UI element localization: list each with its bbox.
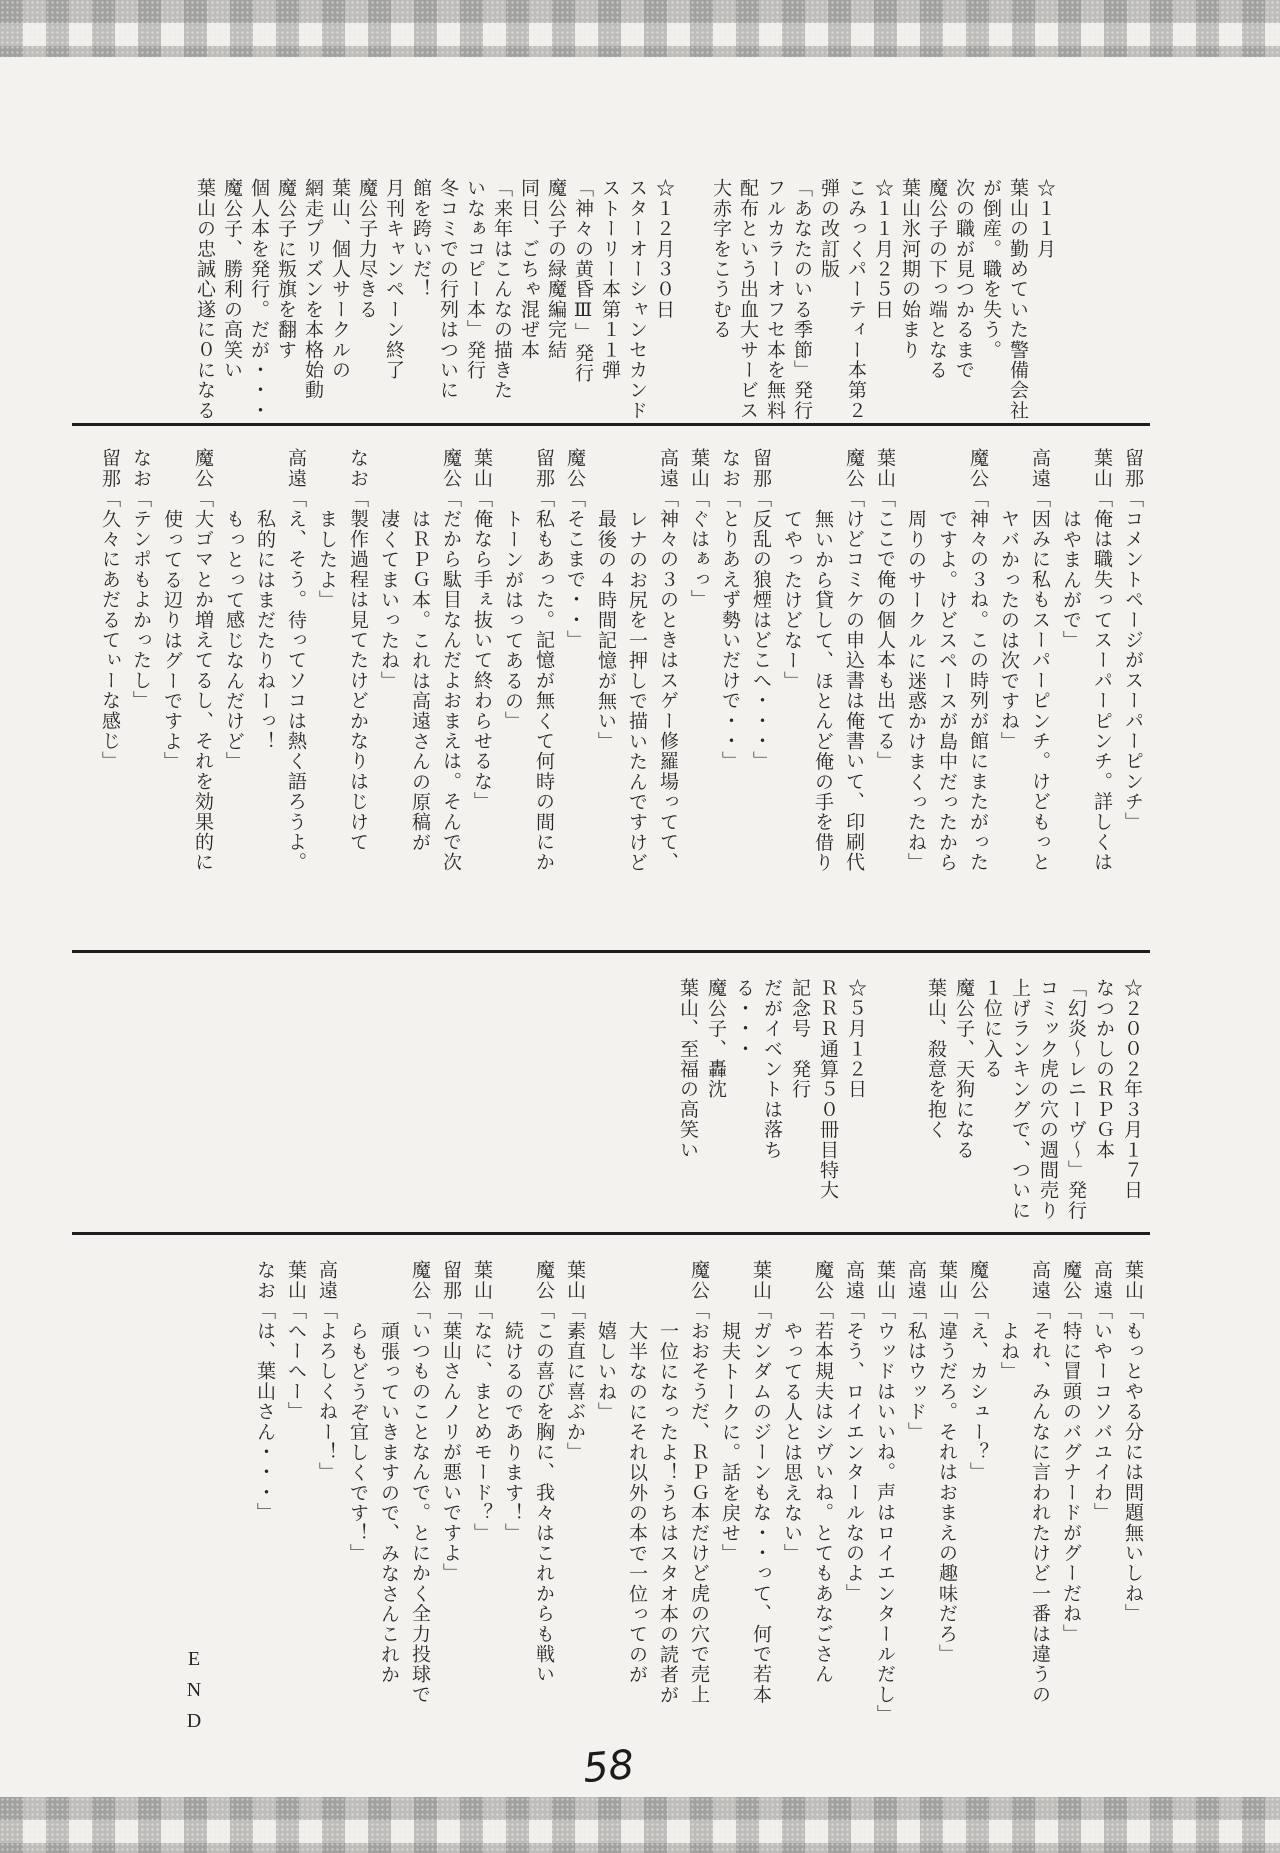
dialogue-line: 魔公「この喜びを胸に、我々はこれからも戦い: [533, 1260, 554, 1685]
dialogue-line-continuation: レナのお尻を一押しで描いたんですけど: [626, 509, 647, 873]
section-divider: [72, 423, 1150, 426]
speaker-name: 留那: [1122, 448, 1143, 489]
speaker-name: 魔公: [812, 1260, 833, 1301]
timeline-line: ☆１１月: [1034, 178, 1055, 259]
dialogue-line: 高遠「そう、ロイエンタールなのよ」: [843, 1260, 864, 1604]
dialogue-line: 魔公「だから駄目なんだよおまえは。そんで次: [440, 448, 461, 873]
dialogue-line: 魔公「いつものことなんで。とにかく全力投球で: [409, 1260, 430, 1705]
timeline-line: 葉山、殺意を抱く: [925, 978, 946, 1140]
speaker-name: 魔公: [440, 448, 461, 489]
speaker-name: 高遠: [285, 448, 306, 489]
dialogue-line-continuation: らもどうぞ宜しくです！」: [347, 1321, 368, 1564]
timeline-line: 魔公子の緑魔編完結: [545, 178, 566, 360]
timeline-line: 「神々の黄昏Ⅲ」発行: [572, 178, 593, 383]
timeline-line: 記念号 発行: [789, 978, 810, 1100]
speaker-name: 葉山: [874, 1260, 895, 1301]
dialogue-line-continuation: 続けるのであります！」: [502, 1321, 523, 1544]
dialogue-line-continuation: はやまんがで」: [1060, 509, 1081, 651]
dialogue-line: 高遠「いやーコソバユイわ」: [1091, 1260, 1112, 1523]
dialogue-line-continuation: 頑張っていきますので、みなさんこれか: [378, 1321, 399, 1685]
dialogue-line-continuation: もっとって感じなんだけど」: [223, 509, 244, 772]
timeline-line: 次の職が見つかるまで: [953, 178, 974, 380]
timeline-line: 上げランキングで、ついに: [1009, 978, 1030, 1221]
speaker-name: 留那: [750, 448, 771, 489]
timeline-line: 月刊キャンペーン終了: [383, 178, 404, 380]
timeline-line: ☆１２月３０日: [653, 178, 674, 320]
timeline-line: 冬コミでの行列はついに: [437, 178, 458, 401]
timeline-line: 同日、ごちゃ混ぜ本: [518, 178, 539, 360]
speaker-name: 葉山: [471, 1260, 492, 1301]
timeline-line: 弾の改訂版: [818, 178, 839, 279]
speaker-name: なお: [719, 448, 740, 489]
speaker-name: 高遠: [843, 1260, 864, 1301]
timeline-line: ストーリー本第１１弾: [599, 178, 620, 380]
speaker-name: 葉山: [1091, 448, 1112, 489]
speaker-name: 留那: [440, 1260, 461, 1301]
timeline-line: 魔公子力尽きる: [356, 178, 377, 320]
timeline-line: ☆２００２年３月１７日: [1121, 978, 1142, 1201]
dialogue-line: なお「製作過程は見てたけどかなりはじけて: [347, 448, 368, 853]
dialogue-line: なお「テンポもよかったし」: [130, 448, 151, 711]
timeline-line: 「あなたのいる季節」発行: [791, 178, 812, 421]
dialogue-line-continuation: よね」: [998, 1321, 1019, 1382]
dialogue-section-winter-comiket: [94, 448, 1148, 898]
timeline-line: 魔公子、轟沈: [705, 978, 726, 1100]
timeline-line: 葉山、個人サークルの: [329, 178, 350, 380]
timeline-line: 「来年はこんなの描きた: [491, 178, 512, 401]
speaker-name: なお: [130, 448, 151, 489]
dialogue-line: 魔公「特に冒頭のバグナードがグーだね」: [1060, 1260, 1081, 1644]
timeline-line: フルカラーオフセ本を無料: [764, 178, 785, 421]
dialogue-line: 葉山「俺は職失ってスーパーピンチ。詳しくは: [1091, 448, 1112, 873]
dialogue-line: 高遠「よろしくねー！」: [316, 1260, 337, 1483]
dialogue-line: 魔公「神々の３ね。この時列が館にまたがった: [967, 448, 988, 873]
dialogue-line-continuation: 無いから貸して、ほとんど俺の手を借り: [812, 509, 833, 873]
dialogue-line-continuation: 最後の４時間記憶が無い」: [595, 509, 616, 752]
timeline-line: なつかしのＲＰＧ本: [1093, 978, 1114, 1160]
timeline-section-november: [191, 178, 1058, 434]
speaker-name: 魔公: [409, 1260, 430, 1301]
end-label: END: [183, 1648, 205, 1741]
dialogue-line: なお「とりあえず勢いだけで・・」: [719, 448, 740, 772]
speaker-name: 葉山: [688, 448, 709, 489]
dialogue-line-continuation: ヤバかったのは次ですね」: [998, 509, 1019, 752]
speaker-name: 葉山: [750, 1260, 771, 1301]
speaker-name: 留那: [533, 448, 554, 489]
timeline-line: スターオーシャンセカンド: [626, 178, 647, 421]
speaker-name: 魔公: [533, 1260, 554, 1301]
speaker-name: 高遠: [1091, 1260, 1112, 1301]
speaker-name: 葉山: [874, 448, 895, 489]
timeline-line: ☆５月１２日: [845, 978, 866, 1100]
speaker-name: 魔公: [967, 448, 988, 489]
dialogue-line: 魔公「大ゴマとか増えてるし、それを効果的に: [192, 448, 213, 873]
dialogue-line-continuation: はＲＰＧ本。これは高遠さんの原稿が: [409, 509, 430, 853]
dialogue-line-continuation: 凄くてまいったね」: [378, 509, 399, 691]
speaker-name: 葉山: [1122, 1260, 1143, 1301]
dialogue-line-continuation: 私的にはまだたりねーっ！: [254, 509, 275, 752]
timeline-line: 魔公子、天狗になる: [953, 978, 974, 1160]
timeline-line: こみっくパーティー本第２: [845, 178, 866, 421]
timeline-line: 大赤字をこうむる: [710, 178, 731, 340]
speaker-name: 魔公: [564, 448, 585, 489]
dialogue-line: 葉山「俺なら手ぇ抜いて終わらせるな」: [471, 448, 492, 812]
dialogue-line: 高遠「神々の３のときはスゲー修羅場ってて、: [657, 448, 678, 873]
dialogue-section-closing: [249, 1260, 1148, 1752]
speaker-name: 葉山: [564, 1260, 585, 1301]
dialogue-line: 留那「反乱の狼煙はどこへ・・・」: [750, 448, 771, 772]
timeline-line: 館を跨いだ！: [410, 178, 431, 300]
dialogue-line: 魔公「そこまで・・」: [564, 448, 585, 651]
speaker-name: 魔公: [688, 1260, 709, 1301]
dialogue-line: 葉山「素直に喜ぶか」: [564, 1260, 585, 1463]
dialogue-line: 留那「コメントページがスーパーピンチ」: [1122, 448, 1143, 832]
timeline-line: ＲＲＲ通算５０冊目特大: [817, 978, 838, 1201]
speaker-name: 葉山: [471, 448, 492, 489]
dialogue-line: 高遠「因みに私もスーパーピンチ。けどもっと: [1029, 448, 1050, 873]
dialogue-line: 葉山「へーへー」: [285, 1260, 306, 1422]
timeline-line: 葉山の勤めていた警備会社: [1007, 178, 1028, 421]
timeline-line: だがイベントは落ちる・・・: [733, 978, 782, 1160]
dialogue-line-continuation: ましたよ」: [316, 509, 337, 610]
speaker-name: なお: [347, 448, 368, 489]
timeline-line: ☆１１月２５日: [872, 178, 893, 320]
dialogue-line-continuation: 大半なのにそれ以外の本で一位ってのが: [626, 1321, 647, 1685]
timeline-line: 個人本を発行。だが・・・: [248, 178, 269, 421]
dialogue-line: 葉山「違うだろ。それはおまえの趣味だろ」: [936, 1260, 957, 1665]
timeline-line: 配布という出血大サービス: [737, 178, 758, 421]
gingham-border-bottom: [0, 1797, 1280, 1853]
speaker-name: なお: [254, 1260, 275, 1301]
dialogue-line-continuation: 規夫トークに。話を戻せ」: [719, 1321, 740, 1564]
timeline-line: 「幻炎～レニーヴ～」発行: [1065, 978, 1086, 1221]
speaker-name: 高遠: [1029, 448, 1050, 489]
dialogue-line-continuation: トーンがはってあるの」: [502, 509, 523, 732]
timeline-line: 網走プリズンを本格始動: [302, 178, 323, 401]
dialogue-line: なお「は、葉山さん・・・」: [254, 1260, 275, 1523]
speaker-name: 魔公: [967, 1260, 988, 1301]
dialogue-line-continuation: 一位になったよ！うちはスタオ本の読者が: [657, 1321, 678, 1705]
speaker-name: 高遠: [1029, 1260, 1050, 1301]
dialogue-line: 葉山「なに、まとめモード？」: [471, 1260, 492, 1543]
timeline-line: 葉山、至福の高笑い: [677, 978, 698, 1160]
dialogue-line: 魔公「若本規夫はシヴいね。とてもあなごさん: [812, 1260, 833, 1685]
dialogue-line-continuation: 使ってる辺りはグーですよ」: [161, 509, 182, 772]
timeline-line: 葉山氷河期の始まり: [899, 178, 920, 360]
timeline-section-2002: [673, 978, 1145, 1232]
dialogue-line-continuation: やってる人とは思えない」: [781, 1321, 802, 1564]
dialogue-line: 葉山「もっとやる分には問題無いしね」: [1122, 1260, 1143, 1624]
dialogue-line: 高遠「それ、みんなに言われたけど一番は違うの: [1029, 1260, 1050, 1705]
dialogue-line: 魔公「おおそうだ、ＲＰＧ本だけど虎の穴で売上: [688, 1260, 709, 1705]
speaker-name: 留那: [99, 448, 120, 489]
dialogue-line: 葉山「ガンダムのジーンもな・・って、何で若本: [750, 1260, 771, 1705]
timeline-line: 魔公子の下っ端となる: [926, 178, 947, 380]
dialogue-line: 葉山「ウッドはいいね。声はロイエンタールだし」: [874, 1260, 895, 1725]
speaker-name: 魔公: [1060, 1260, 1081, 1301]
timeline-line: コミック虎の穴の週間売り: [1037, 978, 1058, 1221]
dialogue-line: 葉山「ここで俺の個人本も出てる」: [874, 448, 895, 772]
dialogue-line-continuation: 周りのサークルに迷惑かけまくったね」: [905, 509, 926, 873]
speaker-name: 高遠: [657, 448, 678, 489]
page-number: 58: [581, 1741, 636, 1793]
speaker-name: 魔公: [192, 448, 213, 489]
gingham-border-top: [0, 0, 1280, 57]
dialogue-line: 葉山「ぐはぁっ」: [688, 448, 709, 610]
speaker-name: 葉山: [285, 1260, 306, 1301]
dialogue-line: 高遠「え、そう。待ってソコは熱く語ろうよ。: [285, 448, 306, 873]
dialogue-line: 留那「久々にあだるてぃーな感じ」: [99, 448, 120, 772]
speaker-name: 葉山: [936, 1260, 957, 1301]
timeline-line: 葉山の忠誠心遂に０になる: [194, 178, 215, 421]
dialogue-line-continuation: 嬉しいね」: [595, 1321, 616, 1422]
dialogue-line: 留那「葉山さんノリが悪いですよ」: [440, 1260, 461, 1584]
speaker-name: 高遠: [316, 1260, 337, 1301]
dialogue-line-continuation: ですよ。けどスペースが島中だったから: [936, 509, 957, 873]
timeline-line: 魔公子に叛旗を翻す: [275, 178, 296, 360]
timeline-line: いなぁコピー本」発行: [464, 178, 485, 380]
timeline-line: 魔公子、勝利の高笑い: [221, 178, 242, 380]
speaker-name: 高遠: [905, 1260, 926, 1301]
dialogue-line: 高遠「私はウッド」: [905, 1260, 926, 1442]
dialogue-line: 魔公「え、カシュー？」: [967, 1260, 988, 1483]
speaker-name: 魔公: [843, 448, 864, 489]
timeline-line: が倒産。職を失う。: [980, 178, 1001, 360]
section-divider: [72, 950, 1150, 953]
section-divider: [72, 1232, 1150, 1235]
timeline-line: １位に入る: [981, 978, 1002, 1079]
dialogue-line-continuation: てやったけどなー」: [781, 509, 802, 691]
dialogue-line: 魔公「けどコミケの申込書は俺書いて、印刷代: [843, 448, 864, 873]
dialogue-line: 留那「私もあった。記憶が無くて何時の間にか: [533, 448, 554, 873]
